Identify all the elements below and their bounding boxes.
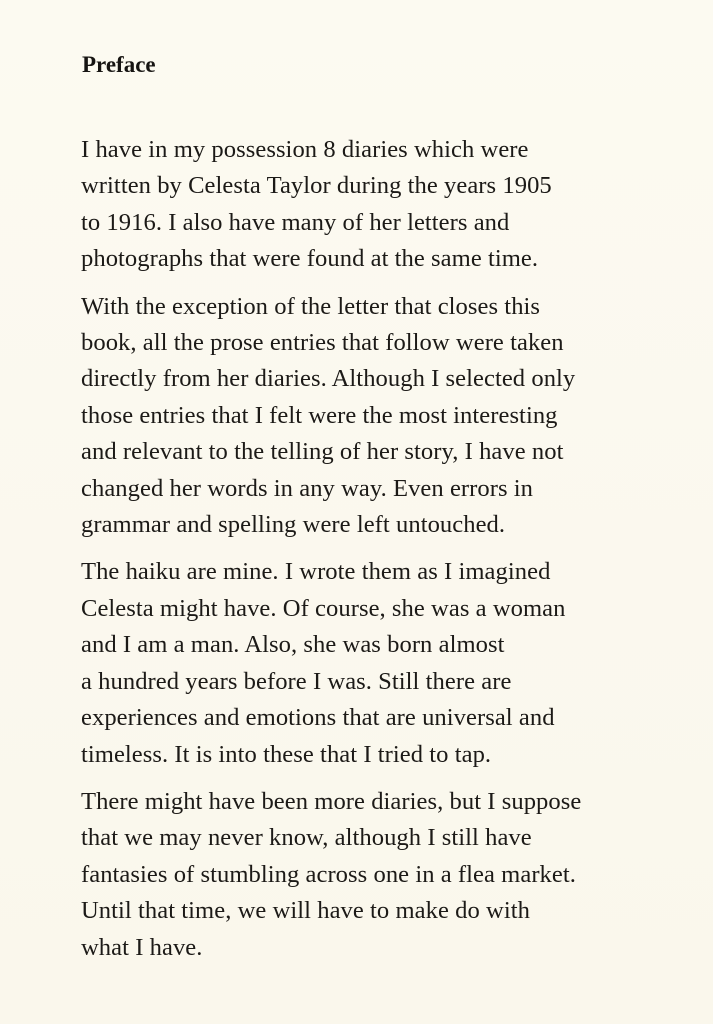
text-line: experiences and emotions that are universal and <box>81 704 555 732</box>
text-line: With the exception of the letter that closes this <box>81 292 541 320</box>
text-line: Celesta might have. Of course, she was a woman <box>81 594 566 622</box>
text-line: and I am a man. Also, she was born almost <box>81 631 505 659</box>
text-line: photographs that were found at the same time. <box>81 245 539 273</box>
text-line: The haiku are mine. I wrote them as I imagined <box>81 558 551 586</box>
paragraph-1 <box>81 132 681 278</box>
paragraph-4 <box>81 784 681 966</box>
text-line: those entries that I felt were the most interesting <box>81 401 558 429</box>
text-line: a hundred years before I was. Still there are <box>81 667 512 695</box>
text-line: changed her words in any way. Even errors in <box>81 474 534 502</box>
text-line: Until that time, we will have to make do with <box>81 897 530 925</box>
text-line: grammar and spelling were left untouched. <box>81 511 506 539</box>
text-line: There might have been more diaries, but I suppose <box>81 787 582 815</box>
paragraph-2 <box>81 289 681 544</box>
text-line: I have in my possession 8 diaries which were <box>81 136 529 163</box>
text-line: and relevant to the telling of her story, I have not <box>81 438 564 466</box>
page-heading: Preface <box>82 52 156 77</box>
text-line: directly from her diaries. Although I selected only <box>81 365 576 393</box>
text-line: fantasies of stumbling across one in a flea market. <box>81 860 576 888</box>
text-line: book, all the prose entries that follow were taken <box>81 329 564 357</box>
paragraph-3 <box>81 554 681 772</box>
text-line: to 1916. I also have many of her letters and <box>81 208 510 236</box>
text-line: written by Celesta Taylor during the years 1905 <box>81 172 552 200</box>
text-line: what I have. <box>81 933 203 961</box>
text-line: timeless. It is into these that I tried to tap. <box>81 740 492 768</box>
preface-body <box>81 132 681 977</box>
text-line: that we may never know, although I still have <box>81 824 532 852</box>
